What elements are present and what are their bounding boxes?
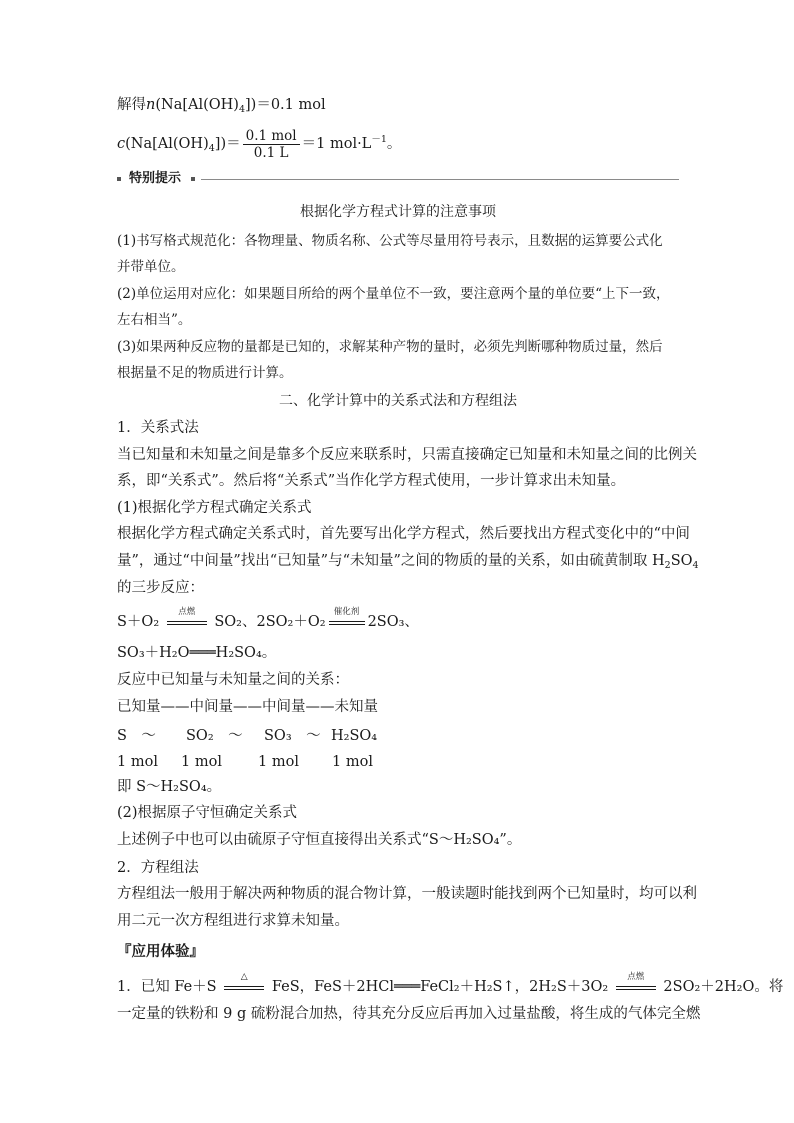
subscript: 4 [238,104,245,115]
special-tip-bar [117,170,679,188]
text: ])＝ [214,136,241,152]
species: SO₂ ～ [186,728,243,744]
square-bullet-icon [191,177,195,181]
heading-relation-method: 1．关系式法 [117,420,199,436]
tip-paragraph-1-cont: 并带单位。 [117,259,185,275]
square-bullet-icon [117,177,121,181]
tip-paragraph-1: (1)书写格式规范化：各物理量、物质名称、公式等尽量用符号表示，且数据的运算要公式化 [117,233,663,249]
tip-paragraph-3-cont: 根据量不足的物质进行计算。 [117,365,293,381]
catalyst-arrow [329,607,365,632]
question-1-cont: 一定量的铁粉和 9 g 硫粉混合加热，待其充分反应后再加入过量盐酸，将生成的气体完全燃 [117,1006,701,1022]
species: S ～ [117,728,156,744]
subheading: (2)根据原子守恒确定关系式 [117,805,298,821]
ignite-arrow [167,607,207,632]
subscript: 4 [208,143,215,154]
solution-line-2 [117,127,401,161]
text: SO [670,553,693,569]
text: S＋O₂ [117,614,160,630]
text: SO₂、2SO₂＋O₂ [214,614,326,630]
species: H₂SO₄ [331,728,378,744]
paragraph: 上述例子中也可以由硫原子守恒直接得出关系式“S～H₂SO₄”。 [117,832,522,848]
solution-line-1 [117,95,326,115]
question-1 [117,972,784,997]
paragraph: 方程组法一般用于解决两种物质的混合物计算，一般读题时能找到两个已知量时，均可以利 [117,886,697,902]
conclusion: 即 S～H₂SO₄。 [117,779,222,795]
subscript: 4 [692,560,699,571]
heat-arrow [224,972,264,997]
paragraph: 当已知量和未知量之间是靠多个反应来联系时，只需直接确定已知量和未知量之间的比例关 [117,447,697,463]
condition-label: 点燃 [627,972,645,982]
special-tip-label: 特别提示 [129,171,182,186]
species: SO₃ ～ [264,728,321,744]
heading-equation-set-method: 2．方程组法 [117,860,199,876]
amount: 1 mol [117,754,158,770]
fraction [243,128,300,161]
paragraph-cont [117,551,699,571]
text: ])＝0.1 mol [245,97,326,113]
equation-1 [117,607,419,632]
ignite-arrow [616,972,656,997]
amount: 1 mol [332,754,373,770]
paragraph-cont: 用二元一次方程组进行求算未知量。 [117,913,349,929]
paragraph-cont: 的三步反应： [117,580,204,596]
text: (Na[Al(OH) [125,136,209,152]
fraction-numerator: 0.1 mol [243,128,300,145]
tip-paragraph-2-cont: 左右相当”。 [117,312,192,328]
subscript: 2 [664,560,671,571]
text: ＝1 mol·L [301,136,372,152]
subheading: (1)根据化学方程式确定关系式 [117,500,312,516]
var-n: n [146,97,156,113]
tip-paragraph-2: (2)单位运用对应化：如果题目所给的两个量单位不一致，要注意两个量的单位要“上下一致， [117,286,670,302]
text: 2SO₃、 [367,614,419,630]
section-title: 二、化学计算中的关系式法和方程组法 [279,393,517,409]
paragraph: 反应中已知量与未知量之间的关系： [117,672,349,688]
text: 1．已知 Fe＋S [117,979,217,995]
divider [201,179,679,180]
text: (Na[Al(OH) [155,97,239,113]
text: FeS，FeS＋2HCl═══FeCl₂＋H₂S↑，2H₂S＋3O₂ [271,979,609,995]
equation-2: SO₃＋H₂O═══H₂SO₄。 [117,645,277,661]
condition-label: 点燃 [178,607,196,617]
paragraph: 根据化学方程式确定关系式时，首先要写出化学方程式，然后要找出方程式变化中的“中间 [117,526,690,542]
text: 解得 [117,97,146,113]
superscript: －1 [371,134,387,145]
text: 量”，通过“中间量”找出“已知量”与“未知量”之间的物质的量的关系，如由硫黄制取 H [117,553,665,569]
paragraph-cont: 系，即“关系式”。然后将“关系式”当作化学方程式使用，一步计算求出未知量。 [117,473,626,489]
text: 。 [386,136,402,152]
text: 2SO₂＋2H₂O。将 [663,979,784,995]
fraction-denominator: 0.1 L [253,144,289,161]
tip-paragraph-3: (3)如果两种反应物的量都是已知的，求解某种产物的量时，必须先判断哪种物质过量，然后 [117,339,663,355]
condition-label: △ [240,972,248,982]
amount: 1 mol [181,754,222,770]
relation-chain: 已知量——中间量——中间量——未知量 [117,699,378,715]
apply-experience-label: 『应用体验』 [117,944,204,960]
condition-label: 催化剂 [333,607,360,617]
var-c: c [117,136,126,152]
tip-title: 根据化学方程式计算的注意事项 [300,204,496,220]
amount: 1 mol [258,754,299,770]
